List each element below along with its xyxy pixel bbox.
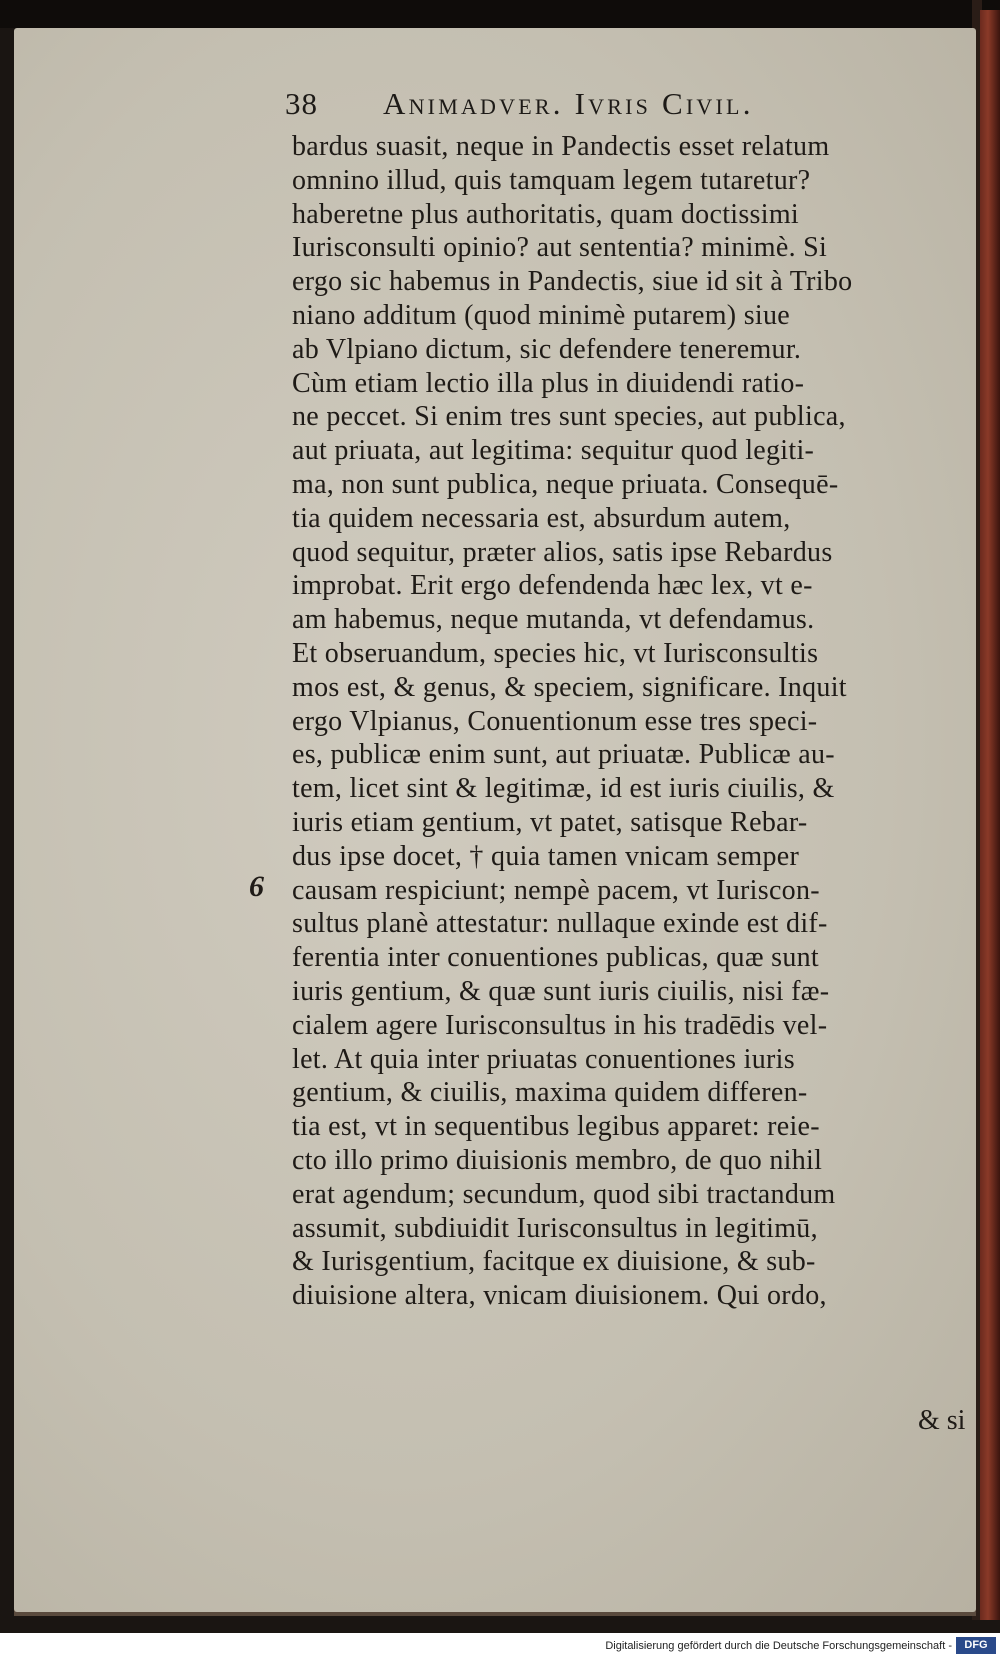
digitization-credit: Digitalisierung gefördert durch die Deutsche Forschungsgemeinschaft - xyxy=(605,1640,952,1652)
text-line: tem, licet sint & legitimæ, id est iuris ciuilis, & xyxy=(292,773,835,805)
text-line: omnino illud, quis tamquam legem tutaretur? xyxy=(292,164,811,196)
dfg-logo: DFG xyxy=(956,1637,996,1654)
text-line: haberetne plus authoritatis, quam doctissimi xyxy=(292,198,799,230)
scan-top-edge xyxy=(0,0,1000,28)
text-line: ferentia inter conuentiones publicas, quæ sunt xyxy=(292,942,820,974)
running-title: Animadver. Ivris Civil. xyxy=(383,86,754,121)
text-line: bardus suasit, neque in Pandectis esset relatum xyxy=(292,131,830,162)
book-binding xyxy=(980,10,1000,1620)
text-line: & Iurisgentium, facitque ex diuisione, & sub- xyxy=(292,1246,816,1278)
text-line: let. At quia inter priuatas conuentiones iuris xyxy=(292,1043,795,1075)
page-header xyxy=(285,86,925,126)
text-line: ma, non sunt publica, neque priuata. Consequē- xyxy=(292,468,839,500)
text-line: ergo sic habemus in Pandectis, siue id sit à Tribo xyxy=(292,266,853,298)
text-line: erat agendum; secundum, quod sibi tractandum xyxy=(292,1178,836,1210)
text-line: cto illo primo diuisionis membro, de quo nihil xyxy=(292,1144,823,1176)
text-line: tia est, vt in sequentibus legibus apparet: reie- xyxy=(292,1111,820,1143)
text-line: dus ipse docet, † quia tamen vnicam semper xyxy=(292,840,800,872)
text-line: iuris gentium, & quæ sunt iuris ciuilis, nisi fæ- xyxy=(292,975,830,1007)
text-line: am habemus, neque mutanda, vt defendamus. xyxy=(292,604,815,636)
text-line: ab Vlpiano dictum, sic defendere teneremur. xyxy=(292,333,802,365)
text-line: gentium, & ciuilis, maxima quidem differen- xyxy=(292,1077,808,1109)
text-line: mos est, & genus, & speciem, significare. Inquit xyxy=(292,671,847,703)
text-line: improbat. Erit ergo defendenda hæc lex, vt e- xyxy=(292,570,813,602)
text-line: ne peccet. Si enim tres sunt species, aut publica, xyxy=(292,401,846,433)
text-line: ergo Vlpianus, Conuentionum esse tres speci- xyxy=(292,705,818,737)
catchword: & si xyxy=(918,1405,966,1436)
text-line: quod sequitur, præter alios, satis ipse Rebardus xyxy=(292,536,833,568)
text-line: Cùm etiam lectio illa plus in diuidendi ratio- xyxy=(292,367,805,399)
text-line: sultus planè attestatur: nullaque exinde est dif- xyxy=(292,908,828,940)
text-line: tia quidem necessaria est, absurdum autem, xyxy=(292,502,791,534)
text-line: iuris etiam gentium, vt patet, satisque Rebar- xyxy=(292,806,808,838)
text-line: diuisione altera, vnicam diuisionem. Qui ordo, xyxy=(292,1280,827,1312)
text-line: aut priuata, aut legitima: sequitur quod legiti- xyxy=(292,435,815,467)
body-text xyxy=(292,130,976,1313)
text-line: Et obseruandum, species hic, vt Iurisconsultis xyxy=(292,637,819,669)
text-line: Iurisconsulti opinio? aut sententia? minimè. Si xyxy=(292,232,828,264)
text-line: causam respiciunt; nempè pacem, vt Iuriscon- xyxy=(292,874,820,906)
margin-note: 6 xyxy=(249,870,264,903)
text-line: cialem agere Iurisconsultus in his tradēdis vel- xyxy=(292,1009,828,1041)
text-line: niano additum (quod minimè putarem) siue xyxy=(292,299,791,331)
text-line: assumit, subdiuidit Iurisconsultus in legitimū, xyxy=(292,1212,818,1244)
page-number: 38 xyxy=(285,86,318,121)
text-line: es, publicæ enim sunt, aut priuatæ. Publicæ au- xyxy=(292,739,835,771)
